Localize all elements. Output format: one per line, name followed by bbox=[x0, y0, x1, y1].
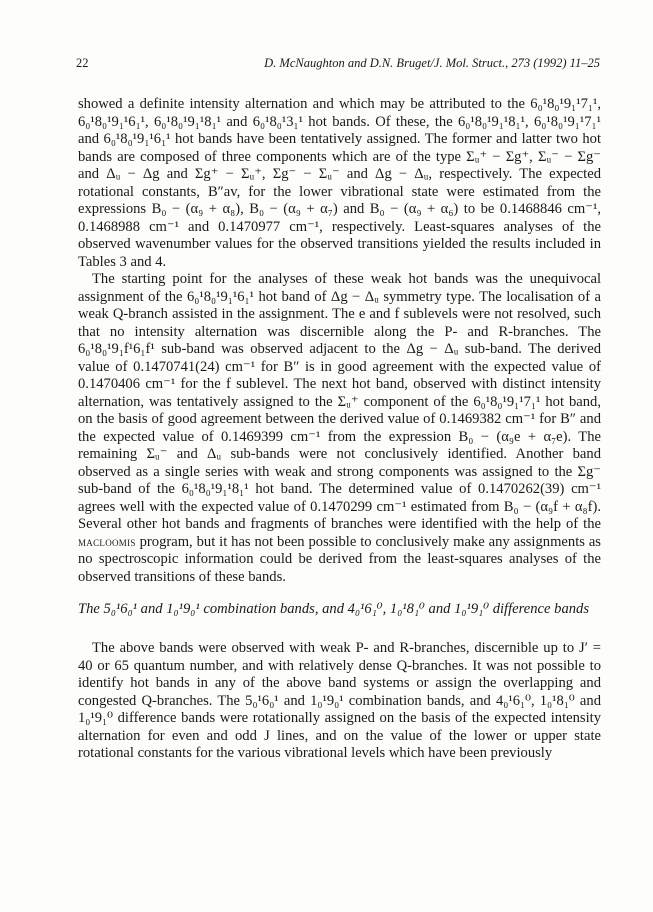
page-number: 22 bbox=[76, 56, 89, 70]
running-head: D. McNaughton and D.N. Bruget/J. Mol. Struct., 273 (1992) 11–25 bbox=[264, 56, 600, 70]
paragraph-3: The above bands were observed with weak P- and R-branches, discernible up to J′ = 40 or 65 quantum number, and with relatively dense Q-branches. It was not possible to identify hot bands in any of the above band systems or assign the overlapping and congested Q-branches. The 5₀¹6₀¹ and 1₀¹9₀¹ combination bands, and 4₀¹6₁⁰, 1₀¹8₁⁰ and 1₀¹9₁⁰ difference bands were rotationally assigned on the basis of the expected intensity alternation for even and odd J lines, and on the value of the lower or upper state rotational constants for the various vibrational levels which have been previously bbox=[78, 640, 601, 761]
section-heading: The 5₀¹6₀¹ and 1₀¹9₀¹ combination bands, and 4₀¹6₁⁰, 1₀¹8₁⁰ and 1₀¹9₁⁰ difference bands bbox=[78, 601, 590, 617]
paragraph-2-text: The starting point for the analyses of these weak hot bands was the unequivocal assignment of the 6₀¹8₀¹9₁¹6₁¹ hot band of Δg − Δᵤ symmetry type. The localisation of a weak Q-branch assisted in the assignment. The e and f sublevels were not resolved, such that no intensity alternation was discernible along the P- and R-branches. The 6₀¹8₀¹9₁f¹6₁f¹ sub-band was observed adjacent to the Δg − Δᵤ sub-band. The derived value of 0.1470741(24) cm⁻¹ for B″ is in good agreement with the expected value of 0.1470406 cm⁻¹ for the f sublevel. The next hot band, observed with distinct intensity alternation, was tentatively assigned to the Σᵤ⁺ component of the 6₀¹8₀¹9₁¹7₁¹ hot band, on the basis of good agreement between the derived value of 0.1469382 cm⁻¹ for B″ and the expected value of 0.1469399 cm⁻¹ from the expression B₀ − (α₉e + α₇e). The remaining Σᵤ⁻ and Δᵤ sub-bands were not conclusively identified. Another band observed as a single series with weak and strong components was assigned to the Σg⁻ sub-band of the 6₀¹8₀¹9₁¹8₁¹ hot band. The determined value of 0.1470262(39) cm⁻¹ agrees well with the expected value of 0.1470299 cm⁻¹ estimated from B₀ − (α₉f + α₈f). Several other hot bands and fragments of branches were identified with the help of the bbox=[78, 271, 601, 532]
paragraph-1: showed a definite intensity alternation and which may be attributed to the 6₀¹8₀¹9₁¹7₁¹, 6₀¹8₀¹9₁¹6₁¹, 6₀¹8₀¹9₁¹8₁¹ and 6₀¹8₀¹3₁¹ hot bands. Of these, the 6₀¹8₀¹9₁¹8₁¹, 6₀¹8₀¹9₁¹7₁¹ and 6₀¹8₀¹9₁¹6₁¹ hot bands have been tentatively assigned. The former and latter two hot bands are composed of three components which are of the type Σᵤ⁺ − Σg⁺, Σᵤ⁻ − Σg⁻ and Δᵤ − Δg and Σg⁺ − Σᵤ⁺, Σg⁻ − Σᵤ⁻ and Δg − Δᵤ, respectively. The expected rotational constants, B″av, for the lower vibrational state were estimated from the expressions B₀ − (α₉ + α₈), B₀ − (α₉ + α₇) and B₀ − (α₉ + α₆) to be 0.1468846 cm⁻¹, 0.1468988 cm⁻¹ and 0.1470977 cm⁻¹, respectively. Least-squares analyses of the observed wavenumber values for the observed transitions yielded the results included in Tables 3 and 4. bbox=[78, 96, 601, 270]
program-name: macloomis bbox=[78, 534, 136, 549]
page-header bbox=[70, 56, 600, 72]
article-body bbox=[78, 96, 601, 763]
paragraph-2 bbox=[78, 271, 601, 586]
paragraph-2-end: program, but it has not been possible to conclusively make any assignments as no spectroscopic information could be derived from the least-squares analyses of the observed transitions of these bands. bbox=[78, 533, 601, 585]
